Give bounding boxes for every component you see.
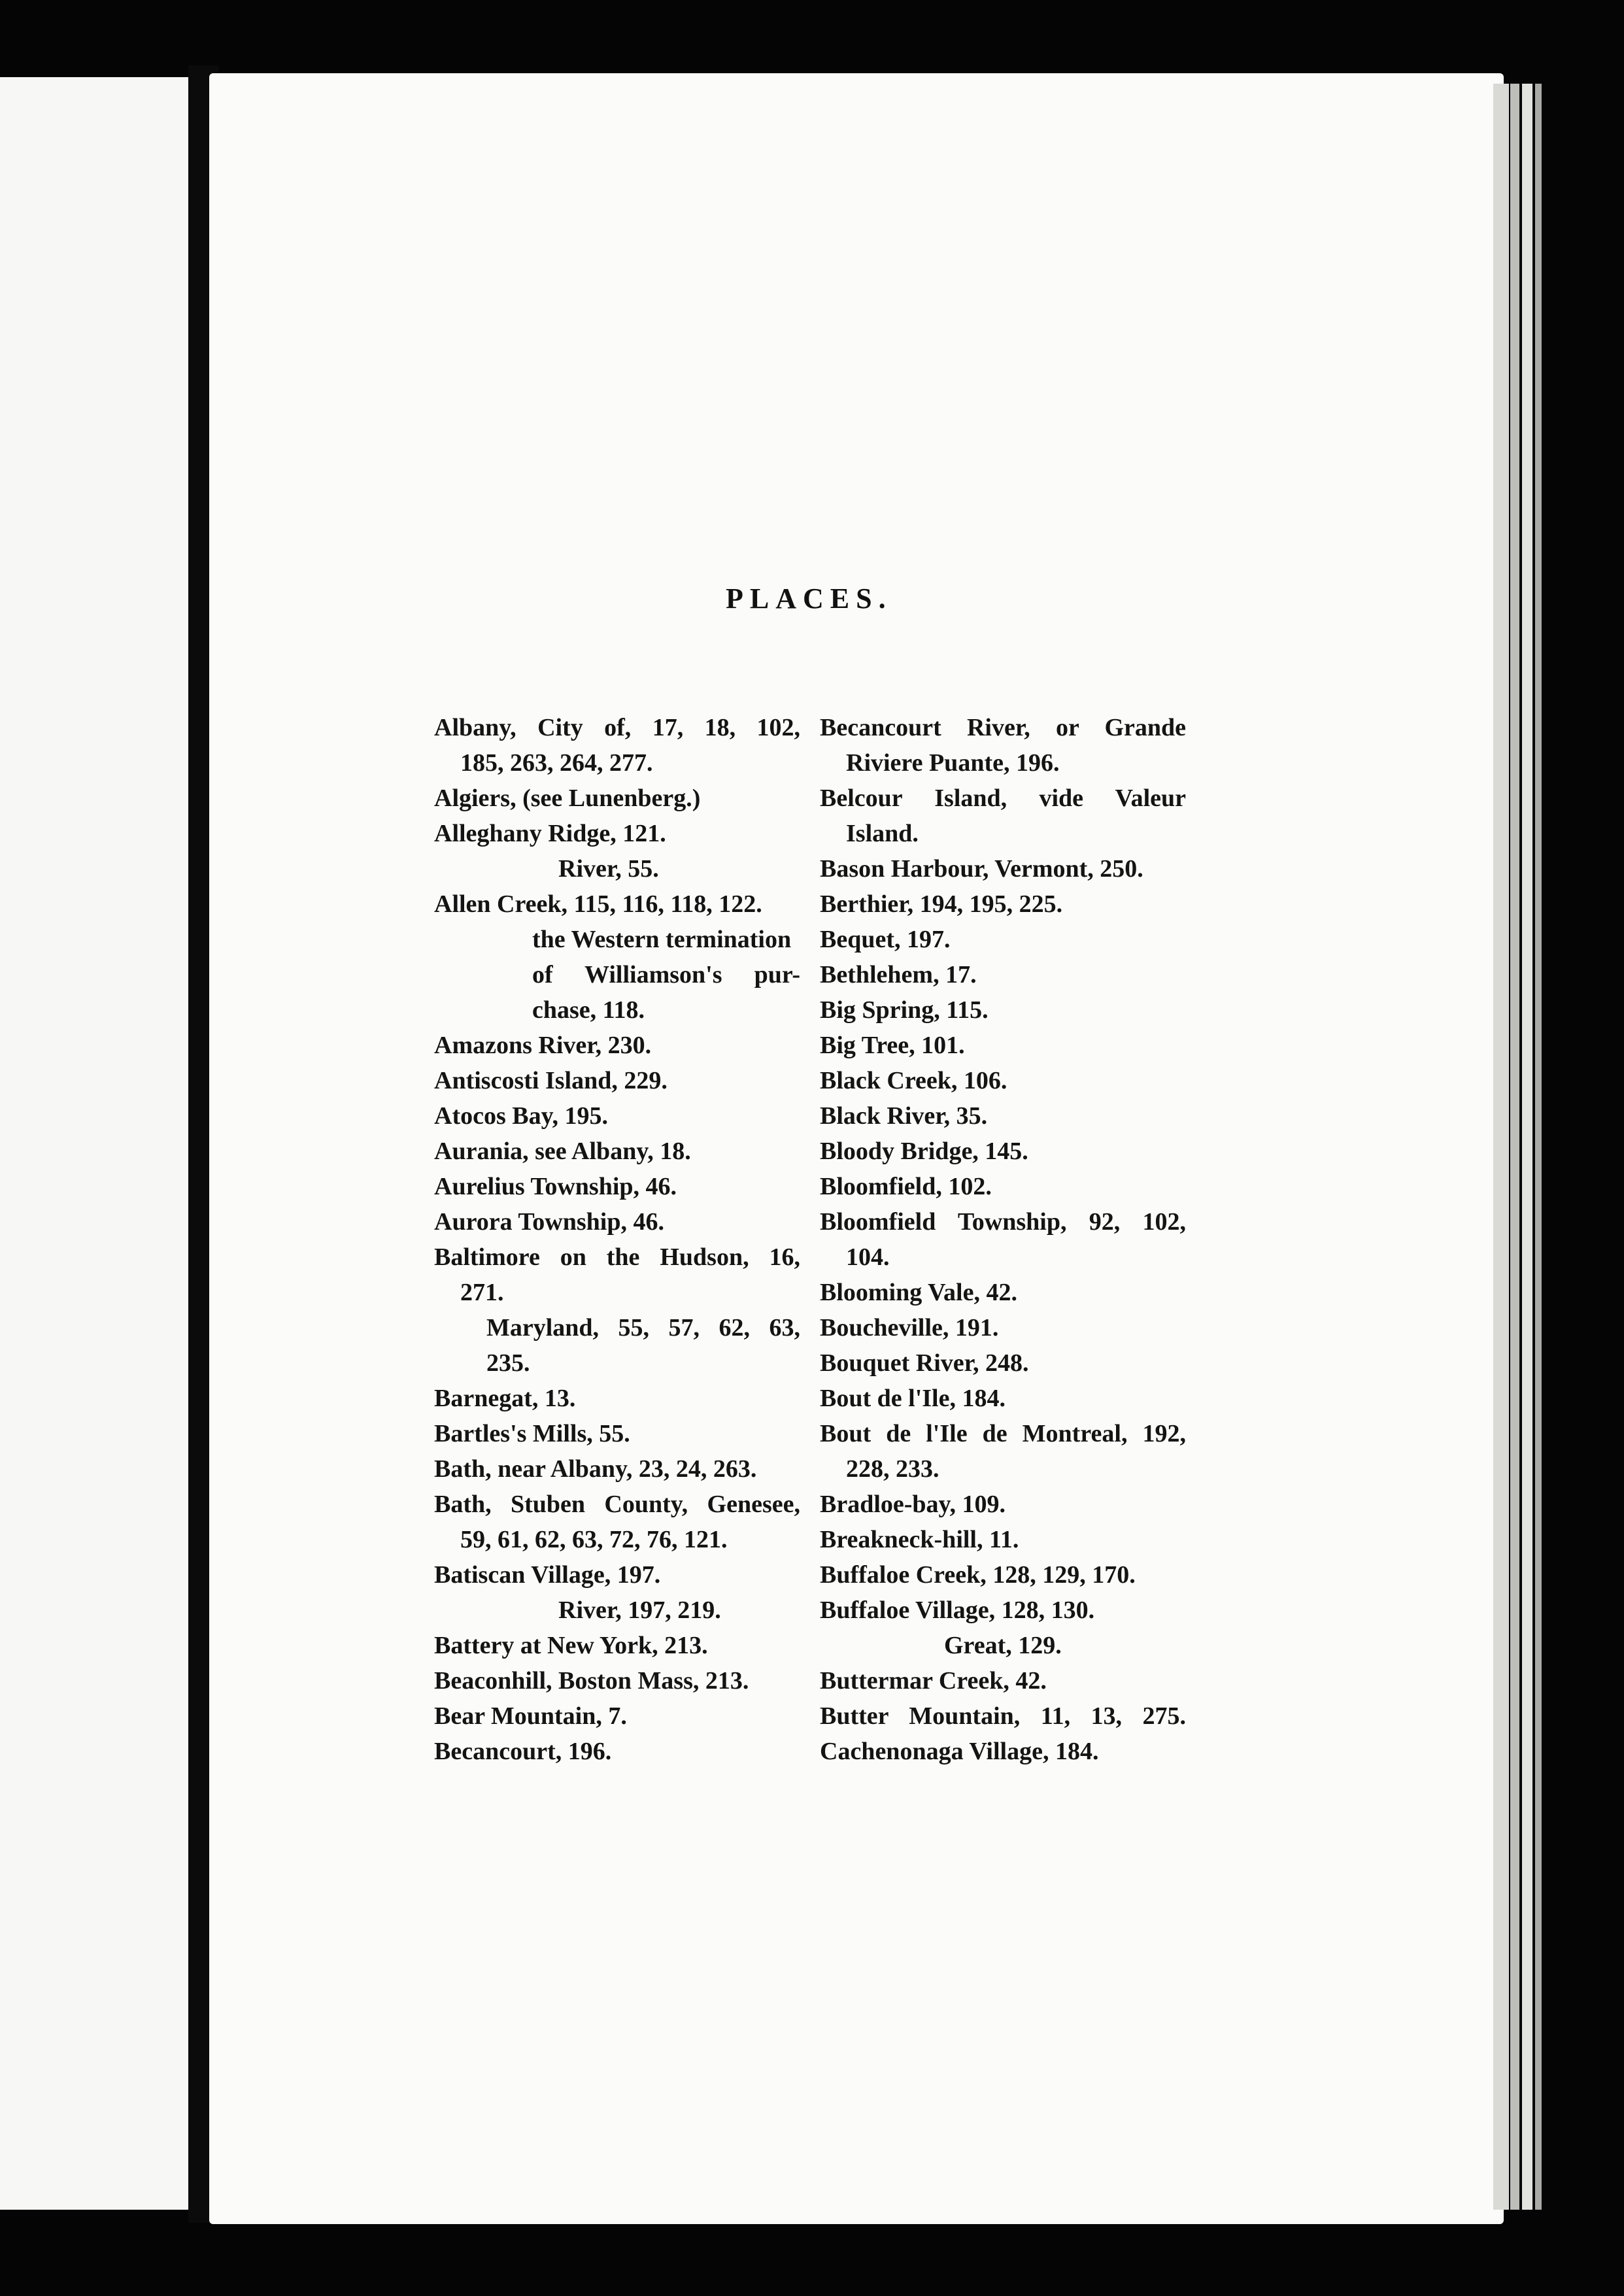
index-entry: 104. xyxy=(846,1243,890,1271)
index-entry: Alleghany Ridge, 121. xyxy=(434,820,666,847)
index-entry: Great, 129. xyxy=(944,1632,1062,1659)
page-edge xyxy=(1493,84,1509,2210)
index-entry: Bartles's Mills, 55. xyxy=(434,1420,630,1447)
index-entry: Atocos Bay, 195. xyxy=(434,1102,608,1130)
index-entry: Breakneck-hill, 11. xyxy=(820,1526,1019,1553)
index-entry: Maryland, 55, 57, 62, 63, xyxy=(486,1314,800,1342)
index-entry: Bason Harbour, Vermont, 250. xyxy=(820,855,1143,883)
index-entry: Aurelius Township, 46. xyxy=(434,1173,677,1200)
index-entry: Buffaloe Creek, 128, 129, 170. xyxy=(820,1561,1136,1589)
index-entry: Bout de l'Ile, 184. xyxy=(820,1385,1006,1412)
facing-page xyxy=(0,77,188,2210)
index-entry: Allen Creek, 115, 116, 118, 122. xyxy=(434,890,762,918)
page-edge xyxy=(1535,84,1542,2210)
index-entry: Boucheville, 191. xyxy=(820,1314,999,1342)
index-entry: chase, 118. xyxy=(532,996,645,1024)
index-entry: Buffaloe Village, 128, 130. xyxy=(820,1596,1095,1624)
page-edge xyxy=(1510,84,1519,2210)
index-entry: 271. xyxy=(460,1279,504,1306)
index-entry: Amazons River, 230. xyxy=(434,1032,652,1059)
index-entry: Batiscan Village, 197. xyxy=(434,1561,661,1589)
index-entry: Black River, 35. xyxy=(820,1102,988,1130)
index-entry: Big Spring, 115. xyxy=(820,996,989,1024)
index-entry: Aurania, see Albany, 18. xyxy=(434,1138,691,1165)
index-entry: Cachenonaga Village, 184. xyxy=(820,1738,1099,1765)
index-entry: Bethlehem, 17. xyxy=(820,961,977,988)
index-entry: Bloomfield Township, 92, 102, xyxy=(820,1208,1186,1236)
index-entry: River, 197, 219. xyxy=(558,1596,721,1624)
index-entry: 228, 233. xyxy=(846,1455,939,1483)
page-edge xyxy=(1522,84,1532,2210)
index-entry: Algiers, (see Lunenberg.) xyxy=(434,785,701,812)
index-entry: Bequet, 197. xyxy=(820,926,951,953)
index-entry: Beaconhill, Boston Mass, 213. xyxy=(434,1667,749,1695)
index-entry: Antiscosti Island, 229. xyxy=(434,1067,668,1094)
index-entry: Becancourt, 196. xyxy=(434,1738,612,1765)
index-entry: Black Creek, 106. xyxy=(820,1067,1007,1094)
section-heading: PLACES. xyxy=(726,582,892,615)
index-entry: 185, 263, 264, 277. xyxy=(460,749,653,777)
index-entry: Albany, City of, 17, 18, 102, xyxy=(434,714,800,741)
index-entry: Belcour Island, vide Valeur xyxy=(820,785,1186,812)
index-entry: 59, 61, 62, 63, 72, 76, 121. xyxy=(460,1526,728,1553)
index-entry: Bouquet River, 248. xyxy=(820,1349,1029,1377)
index-entry: Island. xyxy=(846,820,919,847)
index-entry: Barnegat, 13. xyxy=(434,1385,576,1412)
index-entry: Bloody Bridge, 145. xyxy=(820,1138,1028,1165)
index-entry: Bout de l'Ile de Montreal, 192, xyxy=(820,1420,1186,1447)
index-entry: Becancourt River, or Grande xyxy=(820,714,1186,741)
index-entry: of Williamson's pur- xyxy=(532,961,800,988)
index-column-left xyxy=(434,710,800,1769)
index-entry: Butter Mountain, 11, 13, 275. xyxy=(820,1702,1186,1730)
index-entry: Bath, Stuben County, Genesee, xyxy=(434,1491,800,1518)
index-entry: River, 55. xyxy=(558,855,659,883)
index-entry: Berthier, 194, 195, 225. xyxy=(820,890,1063,918)
index-entry: Baltimore on the Hudson, 16, xyxy=(434,1243,800,1271)
index-entry: Bradloe-bay, 109. xyxy=(820,1491,1006,1518)
index-entry: Riviere Puante, 196. xyxy=(846,749,1060,777)
index-entry: Battery at New York, 213. xyxy=(434,1632,708,1659)
index-entry: 235. xyxy=(486,1349,530,1377)
index-entry: Aurora Township, 46. xyxy=(434,1208,664,1236)
index-entry: Big Tree, 101. xyxy=(820,1032,965,1059)
index-entry: Bloomfield, 102. xyxy=(820,1173,992,1200)
index-entry: Blooming Vale, 42. xyxy=(820,1279,1017,1306)
index-entry: Bear Mountain, 7. xyxy=(434,1702,627,1730)
index-entry: Bath, near Albany, 23, 24, 263. xyxy=(434,1455,757,1483)
index-entry: the Western termination xyxy=(532,926,792,953)
index-column-right xyxy=(820,710,1186,1769)
index-entry: Buttermar Creek, 42. xyxy=(820,1667,1047,1695)
